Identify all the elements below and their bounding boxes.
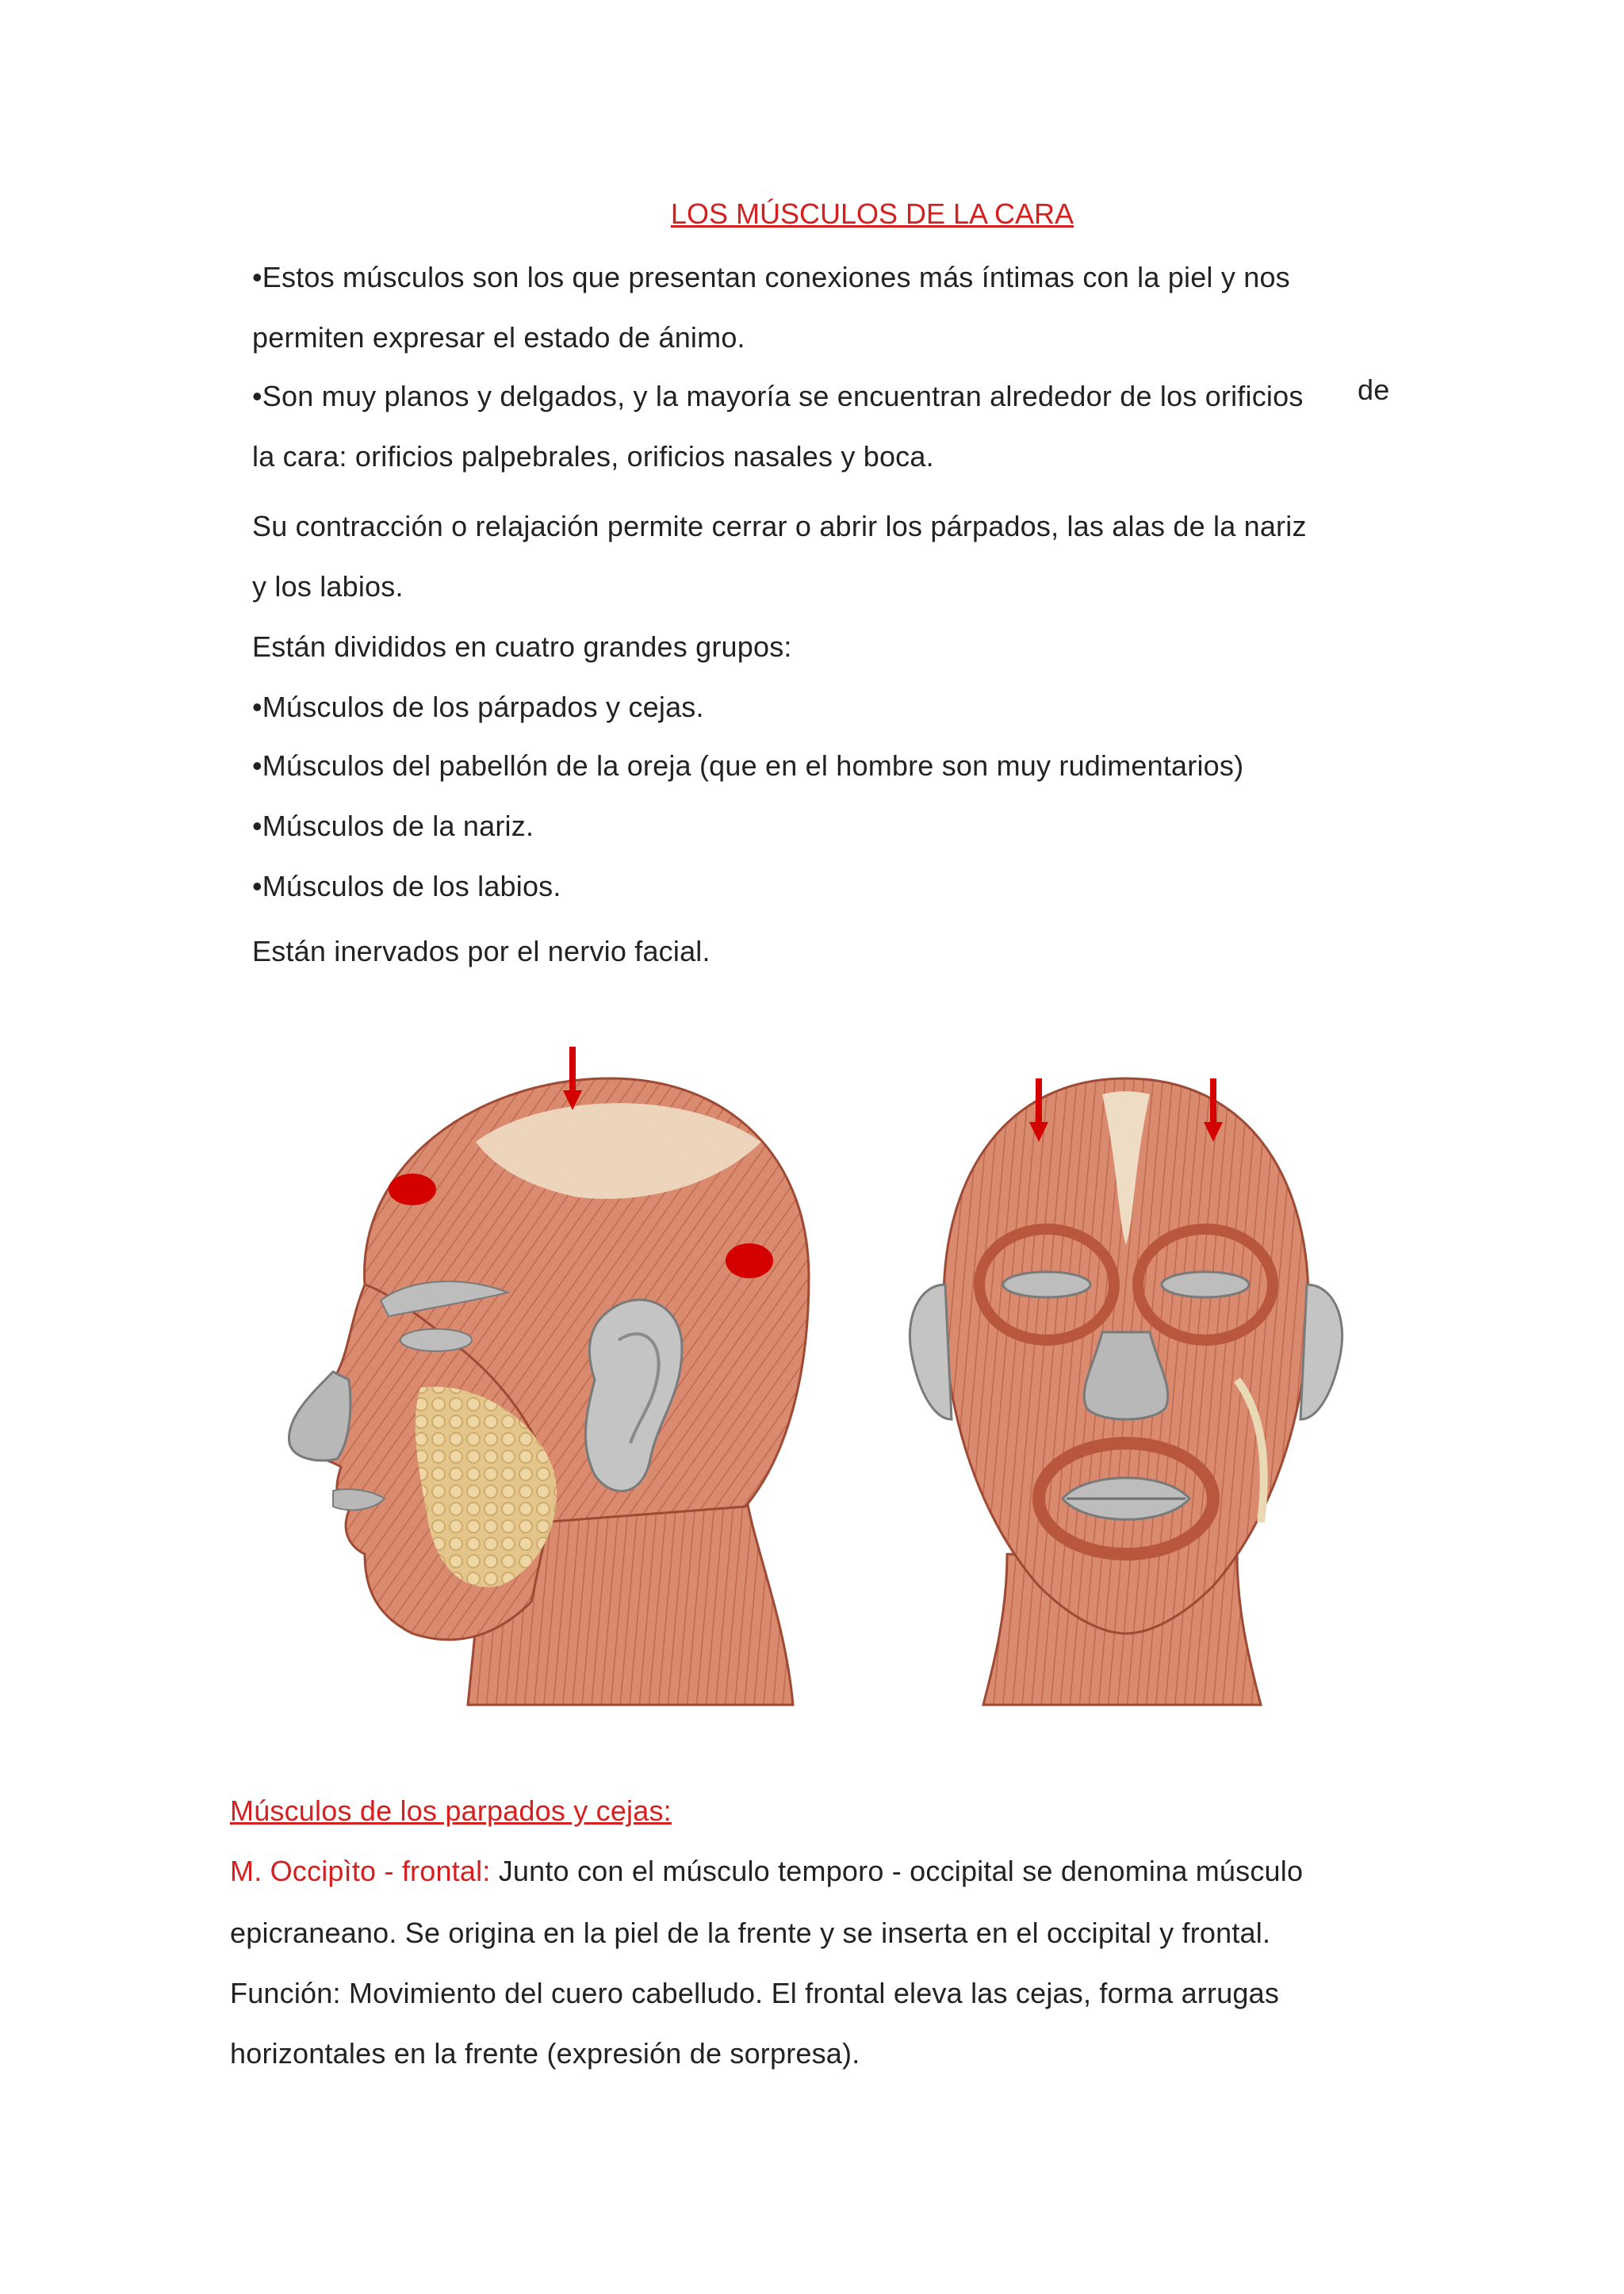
muscle-paragraph-line-4: horizontales en la frente (expresión de sorpresa). [230, 2037, 860, 2070]
intro-line-4: la cara: orificios palpebrales, orificios nasales y boca. [252, 440, 934, 473]
frontal-head-view [910, 1078, 1342, 1705]
intro-line-10: •Músculos de la nariz. [252, 810, 534, 842]
muscle-paragraph-line-3: Función: Movimiento del cuero cabelludo. El frontal eleva las cejas, forma arrugas [230, 1977, 1280, 2009]
intro-line-3: •Son muy planos y delgados, y la mayoría se encuentran alrededor de los orificios [252, 380, 1304, 412]
intro-line-5: Su contracción o relajación permite cerrar o abrir los párpados, las alas de la nariz [252, 510, 1307, 542]
intro-line-11: •Músculos de los labios. [252, 870, 561, 902]
intro-line-9: •Músculos del pabellón de la oreja (que en el hombre son muy rudimentarios) [252, 749, 1244, 782]
page-title: LOS MÚSCULOS DE LA CARA [670, 197, 1074, 230]
muscle-paragraph-line-2: epicraneano. Se origina en la piel de la frente y se inserta en el occipital y frontal. [230, 1917, 1271, 1949]
intro-line-1: •Estos músculos son los que presentan conexiones más íntimas con la piel y nos [252, 261, 1290, 293]
intro-line-6: y los labios. [252, 570, 404, 603]
intro-line-2: permiten expresar el estado de ánimo. [252, 321, 745, 354]
lateral-head-view [289, 1047, 809, 1705]
muscle-name: M. Occipìto - frontal: [230, 1855, 491, 1887]
intro-line-8: •Músculos de los párpados y cejas. [252, 691, 704, 723]
lateral-frontal-marker [389, 1174, 436, 1205]
facial-muscles-illustration [238, 1047, 1388, 1713]
lateral-occipital-marker [726, 1243, 773, 1278]
intro-dangling-word: de [1358, 373, 1390, 406]
muscle-paragraph-line-1 [230, 1854, 1303, 1889]
muscle-description-start: Junto con el músculo temporo - occipital se denomina músculo [490, 1855, 1304, 1887]
intro-line-12: Están inervados por el nervio facial. [252, 935, 710, 967]
intro-line-7: Están divididos en cuatro grandes grupos: [252, 630, 792, 663]
section-heading: Músculos de los parpados y cejas: [230, 1794, 672, 1827]
